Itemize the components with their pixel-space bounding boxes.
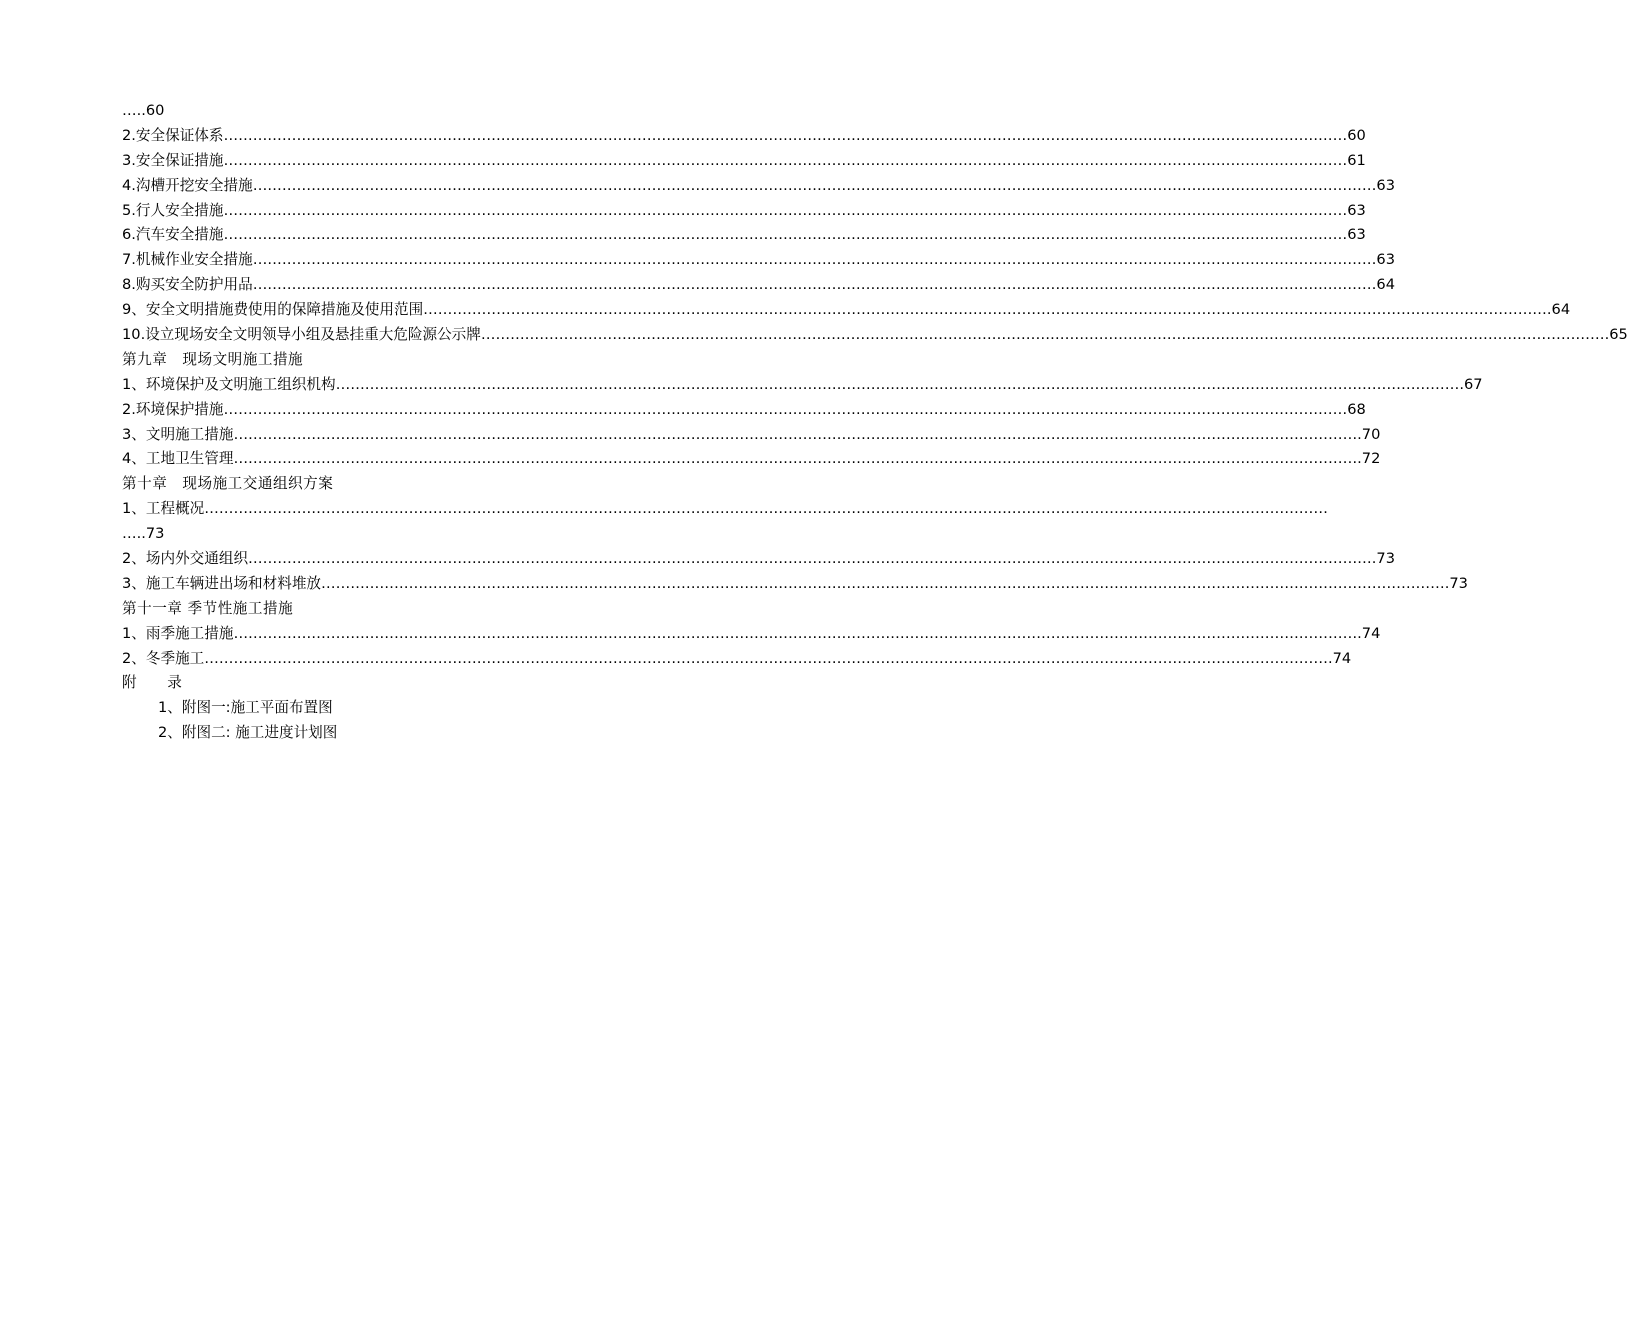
toc-page-number: .73: [1444, 574, 1468, 592]
toc-page-number: .74: [1357, 624, 1381, 642]
toc-entry: [122, 298, 1571, 323]
toc-dot-leader: ……………………………………………………………………………………………………………………………………………………………………………………………………………: [233, 450, 1358, 468]
toc-entry-label: 3、文明施工措施: [122, 425, 234, 443]
toc-entry-label: 2、场内外交通组织: [122, 550, 249, 568]
toc-entry: [122, 622, 1381, 647]
toc-chapter-heading: 第九章 现场文明施工措施: [122, 350, 304, 368]
toc-page-number: .67: [1459, 375, 1483, 393]
toc-entry: [122, 497, 1328, 522]
toc-entry-label: 1、工程概况: [122, 500, 205, 518]
toc-entry: [122, 547, 1395, 572]
toc-entry: [122, 373, 1483, 398]
toc-page-number: .64: [1546, 301, 1571, 319]
toc-entry-label: 9、安全文明措施费使用的保障措施及使用范围: [122, 301, 424, 319]
toc-entry-label: 2.环境保护措施: [122, 400, 224, 418]
toc-entry: [122, 647, 1352, 672]
toc-page-number: 68: [1347, 400, 1366, 418]
toc-entry-label: 6.汽车安全措施: [122, 226, 224, 244]
toc-entry: [122, 174, 1395, 199]
toc-entry: [122, 124, 1366, 149]
toc-entry-label: 1、雨季施工措施: [122, 624, 234, 642]
toc-page-number: 60: [1347, 126, 1366, 144]
toc-dot-leader: ……………………………………………………………………………………………………………………………………………………………………………………………………………: [252, 251, 1377, 269]
toc-page-number: .70: [1357, 425, 1381, 443]
toc-page-number: 63: [1376, 176, 1395, 194]
toc-entry-label: 8.购买安全防护用品: [122, 276, 253, 294]
toc-appendix-item: 1、附图一:施工平面布置图: [158, 699, 333, 717]
toc-entry: [122, 398, 1366, 423]
toc-page-number: .73: [1371, 550, 1395, 568]
toc-chapter-heading: 第十一章 季节性施工措施: [122, 599, 294, 617]
toc-dot-leader: ……………………………………………………………………………………………………………………………………………………………………………………………………………: [423, 301, 1547, 319]
toc-dot-leader: ……………………………………………………………………………………………………………………………………………………………………………………………………………: [233, 425, 1358, 443]
toc-dot-leader: ……………………………………………………………………………………………………………………………………………………………………………………………………………: [204, 649, 1328, 667]
toc-entry: [122, 223, 1366, 248]
toc-entry-label: 4.沟槽开挖安全措施: [122, 176, 253, 194]
toc-continuation-line: …..73: [122, 525, 165, 543]
toc-entry: [122, 323, 1628, 348]
toc-entry-label: 7.机械作业安全措施: [122, 251, 253, 269]
toc-page-number: 64: [1376, 276, 1395, 294]
toc-entry: [122, 447, 1381, 472]
toc-page-number: 63: [1347, 201, 1366, 219]
toc-chapter-heading: 第十章 现场施工交通组织方案: [122, 475, 334, 493]
toc-dot-leader: ……………………………………………………………………………………………………………………………………………………………………………………………………………: [321, 574, 1445, 592]
toc-entry-label: 2.安全保证体系: [122, 126, 224, 144]
toc-dot-leader: ……………………………………………………………………………………………………………………………………………………………………………………………………………: [335, 375, 1460, 393]
toc-dot-leader: ……………………………………………………………………………………………………………………………………………………………………………………………………………: [252, 176, 1377, 194]
toc-entry-label: 10.设立现场安全文明领导小组及悬挂重大危险源公示牌: [122, 326, 481, 344]
toc-dot-leader: ……………………………………………………………………………………………………………………………………………………………………………………………………………: [223, 151, 1348, 169]
toc-entry-label: 3.安全保证措施: [122, 151, 224, 169]
toc-page-number: 63: [1347, 226, 1366, 244]
toc-dot-leader: ……………………………………………………………………………………………………………………………………………………………………………………………………………: [248, 550, 1372, 568]
toc-entry: [122, 572, 1468, 597]
toc-dot-leader: ……………………………………………………………………………………………………………………………………………………………………………………………………………: [223, 201, 1348, 219]
toc-dot-leader: ……………………………………………………………………………………………………………………………………………………………………………………………………………: [223, 126, 1348, 144]
toc-page-number: .74: [1327, 649, 1352, 667]
toc-dot-leader: ……………………………………………………………………………………………………………………………………………………………………………………………………………: [223, 400, 1348, 418]
toc-entry: [122, 423, 1381, 448]
toc-entry-label: 3、施工车辆进出场和材料堆放: [122, 574, 322, 592]
toc-dot-leader: ……………………………………………………………………………………………………………………………………………………………………………………………………………: [223, 226, 1348, 244]
toc-continuation-line: …..60: [122, 102, 165, 119]
toc-entry-label: 1、环境保护及文明施工组织机构: [122, 375, 336, 393]
table-of-contents: [122, 99, 1628, 746]
toc-dot-leader: ……………………………………………………………………………………………………………………………………………………………………………………………………………: [233, 624, 1358, 642]
toc-appendix-item: 2、附图二: 施工进度计划图: [158, 724, 338, 742]
toc-entry-label: 2、冬季施工: [122, 649, 205, 667]
toc-page-number: 63: [1376, 251, 1395, 269]
toc-page-number: 61: [1347, 151, 1366, 169]
toc-entry: [122, 149, 1366, 174]
toc-entry: [122, 273, 1395, 298]
toc-dot-leader: ……………………………………………………………………………………………………………………………………………………………………………………………………………: [204, 500, 1328, 518]
toc-dot-leader: ……………………………………………………………………………………………………………………………………………………………………………………………………………: [480, 326, 1605, 344]
toc-entry: [122, 248, 1395, 273]
toc-dot-leader: ……………………………………………………………………………………………………………………………………………………………………………………………………………: [252, 276, 1377, 294]
toc-entry-label: 5.行人安全措施: [122, 201, 224, 219]
toc-chapter-heading: 附 录: [122, 674, 183, 692]
toc-page-number: .65: [1604, 326, 1628, 344]
toc-entry: [122, 199, 1366, 224]
toc-page-number: .72: [1357, 450, 1381, 468]
toc-entry-label: 4、工地卫生管理: [122, 450, 234, 468]
